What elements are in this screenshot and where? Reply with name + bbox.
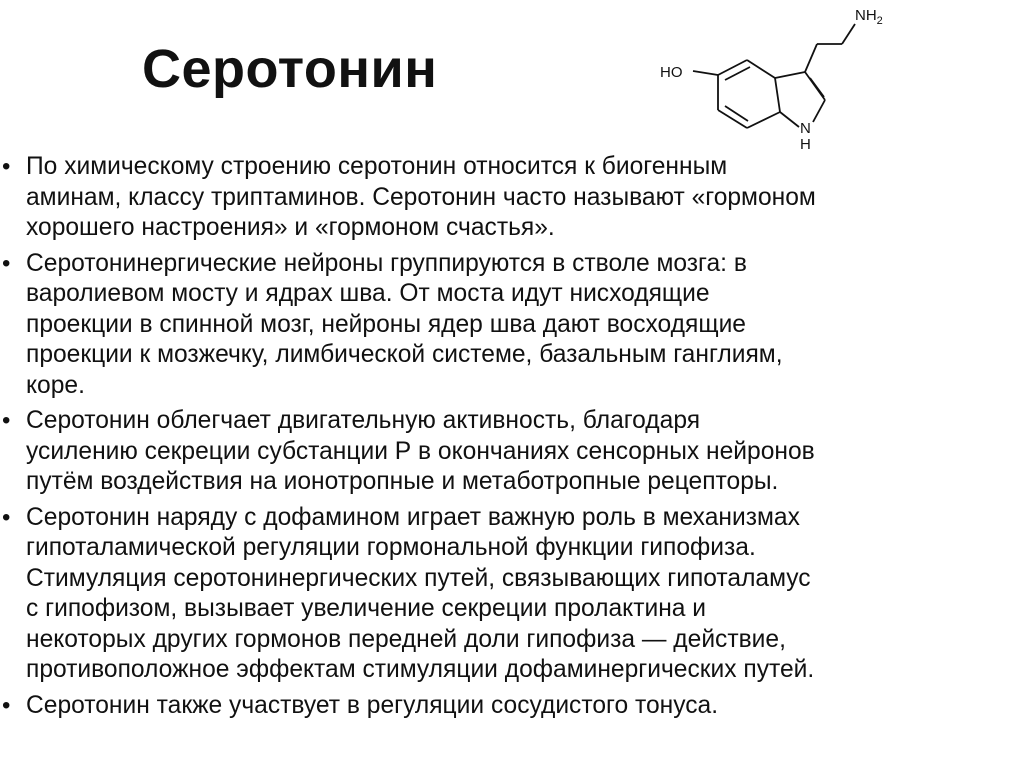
bullet-item (0, 691, 1024, 722)
bond (775, 78, 780, 112)
bond (775, 72, 805, 78)
ring-hydrogen-label: H (800, 136, 811, 150)
bond (780, 112, 799, 127)
bullet-marker: • (2, 407, 11, 434)
serotonin-structure-diagram (655, 0, 895, 150)
bond (810, 78, 824, 97)
amine-label: $NH_2$ (855, 7, 883, 27)
bond (747, 60, 775, 78)
hydroxyl-label: HO (660, 64, 683, 81)
bullet-marker: • (2, 153, 11, 180)
bond (805, 44, 817, 72)
bullet-text: Серотонин также участвует в регуляции сосудистого тонуса. (26, 691, 719, 719)
bond (725, 106, 748, 121)
bond (718, 110, 747, 128)
bullet-marker: • (2, 249, 11, 277)
bond (813, 100, 825, 122)
bullet-item (0, 152, 1024, 244)
ring-nitrogen-label: N (800, 120, 811, 137)
bullet-item (0, 249, 1024, 402)
bond (842, 24, 855, 44)
bullet-item (0, 406, 1024, 498)
bullet-text: По химическому строению серотонин относится к биогенным аминам, классу триптаминов. Серотонин часто называют «гормоном хорошего настроения» и «гормоном счастья». (26, 153, 816, 241)
bullet-text: Серотонинергические нейроны группируются в стволе мозга: в варолиевом мосту и ядрах шва. От моста идут нисходящие проекции в спинной мозг, нейроны ядер шва дают восходящие проекции к мозжечку, лимбической системе, базальным ганглиям, коре. (26, 249, 783, 399)
bullet-item (0, 503, 1024, 686)
bullet-text: Серотонин наряду с дофамином играет важную роль в механизмах гипоталамической регуляции гормональной функции гипофиза. Стимуляция серотонинергических путей, связывающих гипоталамус с гипофизом, вызывает увеличение секреции пролактина и некоторых других гормонов передней доли гипофиза — действие, противоположное эффектам стимуляции дофаминергических путей. (26, 503, 815, 683)
bullet-list (0, 152, 1024, 726)
bullet-text: Серотонин облегчает двигательную активность, благодаря усилению секреции субстанции Р в окончаниях сенсорных нейронов путём воздействия на ионотропные и метаботропные рецепторы. (26, 407, 815, 495)
bullet-marker: • (2, 691, 11, 719)
slide-title: Серотонин (142, 39, 438, 99)
bullet-marker: • (2, 503, 11, 531)
bond (718, 60, 747, 75)
bond (747, 112, 780, 128)
bond (693, 71, 718, 75)
